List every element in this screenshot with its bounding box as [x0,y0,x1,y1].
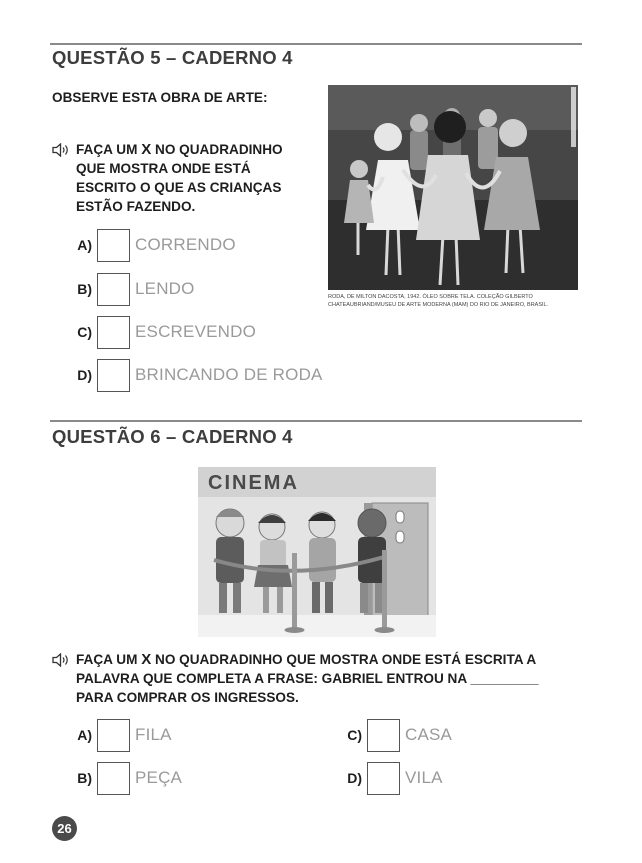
q5-option-a [52,227,236,263]
option-text: CORRENDO [135,235,236,254]
answer-checkbox[interactable] [97,719,130,752]
option-text: PEÇA [135,768,183,787]
cinema-queue-image [194,465,440,640]
option-letter: D) [347,770,362,786]
q5-observe-text: OBSERVE ESTA OBRA DE ARTE: [52,90,268,105]
artwork-image [328,85,578,290]
option-letter: A) [77,727,92,743]
q6-option-b [52,760,182,796]
answer-checkbox[interactable] [97,229,130,262]
option-text: CASA [405,725,453,744]
q6-option-c [322,717,452,753]
q5-option-b [52,271,195,307]
option-letter: C) [77,324,92,340]
speaker-icon[interactable] [52,143,70,157]
answer-checkbox[interactable] [97,316,130,349]
answer-checkbox[interactable] [367,762,400,795]
q5-instruction: FAÇA UM X NO QUADRADINHO QUE MOSTRA ONDE ESTÁ ESCRITO O QUE AS CRIANÇAS ESTÃO FAZENDO. [76,141,283,214]
option-letter: B) [77,281,92,297]
answer-checkbox[interactable] [367,719,400,752]
q5-title: QUESTÃO 5 – CADERNO 4 [52,47,293,68]
answer-checkbox[interactable] [97,762,130,795]
q6-title: QUESTÃO 6 – CADERNO 4 [52,426,293,447]
option-letter: C) [347,727,362,743]
cinema-sign: CINEMA [208,472,299,494]
answer-checkbox[interactable] [97,359,130,392]
speaker-icon[interactable] [52,653,70,667]
q6-option-a [52,717,172,753]
option-text: FILA [135,725,172,744]
artwork-caption: RODA, DE MILTON DACOSTA, 1942. ÓLEO SOBRE TELA. COLEÇÃO GILBERTO CHATEAUBRIAND/MUSEU DE ARTE MODERNA (MAM) DO RIO DE JANEIRO, BRASIL. [328,294,549,308]
top-divider [50,43,582,45]
option-text: ESCREVENDO [135,322,257,341]
q6-instruction: FAÇA UM X NO QUADRADINHO QUE MOSTRA ONDE ESTÁ ESCRITA A PALAVRA QUE COMPLETA A FRASE: GABRIEL ENTROU NA _________ PARA COMPRAR OS INGRESSOS. [76,651,539,705]
middle-divider [50,420,582,422]
answer-checkbox[interactable] [97,273,130,306]
q6-option-d [322,760,443,796]
q5-option-c [52,314,256,350]
option-letter: B) [77,770,92,786]
page-number: 26 [52,816,77,841]
q5-option-d [52,357,323,393]
option-letter: D) [77,367,92,383]
option-text: BRINCANDO DE RODA [135,365,323,384]
option-text: VILA [405,768,443,787]
option-letter: A) [77,237,92,253]
option-text: LENDO [135,279,195,298]
